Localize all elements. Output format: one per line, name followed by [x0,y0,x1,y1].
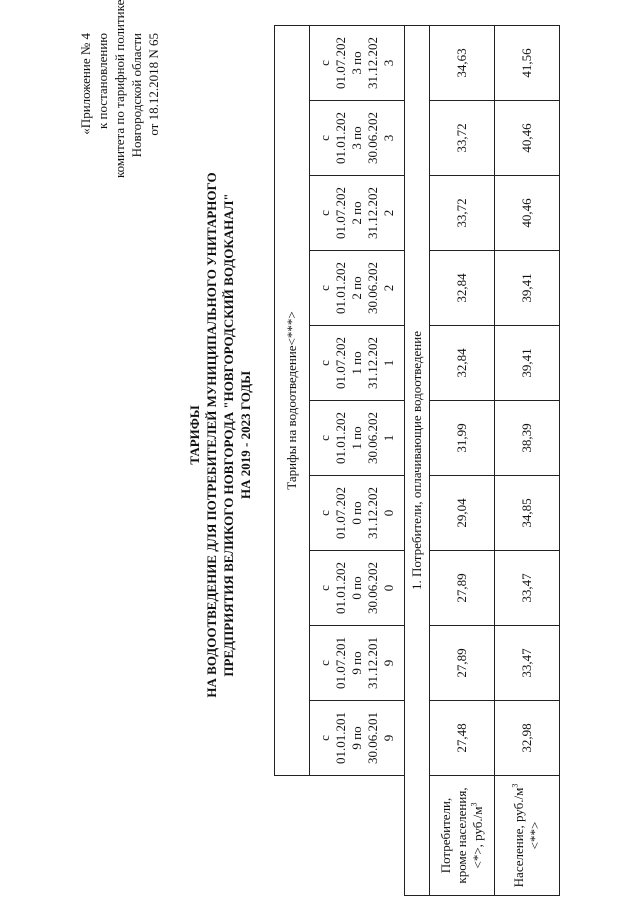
section-heading: 1. Потребители, оплачивающие водоотведение [405,25,430,895]
period-header: с 01.01.201 9 по 30.06.201 9 [310,701,405,776]
period-header: с 01.07.202 3 по 31.12.202 3 [310,25,405,100]
tariff-value: 41,56 [495,25,560,100]
table-row [495,25,560,895]
tariff-value: 31,99 [430,401,495,476]
period-header: с 01.01.202 1 по 30.06.202 1 [310,401,405,476]
appendix-line: комитета по тарифной политике [112,0,127,178]
table-header-period-row [310,25,405,895]
tariff-value: 33,72 [430,101,495,176]
tariff-value: 38,39 [495,401,560,476]
table-row [430,25,495,895]
tariff-value: 27,89 [430,551,495,626]
title-line: ТАРИФЫ [187,405,202,465]
tariff-value: 32,84 [430,326,495,401]
period-header: с 01.07.202 0 по 31.12.202 0 [310,476,405,551]
tariff-value: 27,48 [430,701,495,776]
corner-cell [275,776,405,896]
title-line: НА ВОДООТВЕДЕНИЕ ДЛЯ ПОТРЕБИТЕЛЕЙ МУНИЦИПАЛЬНОГО УНИТАРНОГО [204,172,219,698]
tariff-value: 39,41 [495,251,560,326]
table-header-group-row [275,25,310,895]
tariff-value: 40,46 [495,101,560,176]
group-header: Тарифы на водоотведение<***> [275,25,310,775]
appendix-line: от 18.12.2018 N 65 [146,33,161,136]
period-header: с 01.01.202 3 по 30.06.202 3 [310,101,405,176]
appendix-line: Новгородской области [129,33,144,158]
period-header: с 01.07.202 1 по 31.12.202 1 [310,326,405,401]
tariff-value: 32,98 [495,701,560,776]
tariff-value: 39,41 [495,326,560,401]
tariff-value: 34,63 [430,25,495,100]
period-header: с 01.01.202 0 по 30.06.202 0 [310,551,405,626]
period-header: с 01.01.202 2 по 30.06.202 2 [310,251,405,326]
row-label: Потребители, кроме населения, <*>, $руб./м^3$ [430,776,495,896]
appendix-line: «Приложение № 4 [78,33,93,135]
title-line: НА 2019 - 2023 ГОДЫ [238,371,253,499]
tariff-value: 40,46 [495,176,560,251]
tariff-value: 34,85 [495,476,560,551]
appendix-line: к постановлению [95,33,110,130]
tariff-value: 33,47 [495,626,560,701]
period-header: с 01.07.201 9 по 31.12.201 9 [310,626,405,701]
tariff-value: 33,47 [495,551,560,626]
document-title [186,115,254,755]
tariff-table [274,25,560,896]
period-header: с 01.07.202 2 по 31.12.202 2 [310,176,405,251]
row-label: Население, $руб./м^3$ <**> [495,776,560,896]
section-row [405,25,430,895]
title-line: ПРЕДПРИЯТИЯ ВЕЛИКОГО НОВГОРОДА "НОВГОРОДСКИЙ ВОДОКАНАЛ" [221,193,236,677]
tariff-value: 32,84 [430,251,495,326]
tariff-value: 33,72 [430,176,495,251]
tariff-value: 27,89 [430,626,495,701]
tariff-value: 29,04 [430,476,495,551]
appendix-note [77,0,162,178]
